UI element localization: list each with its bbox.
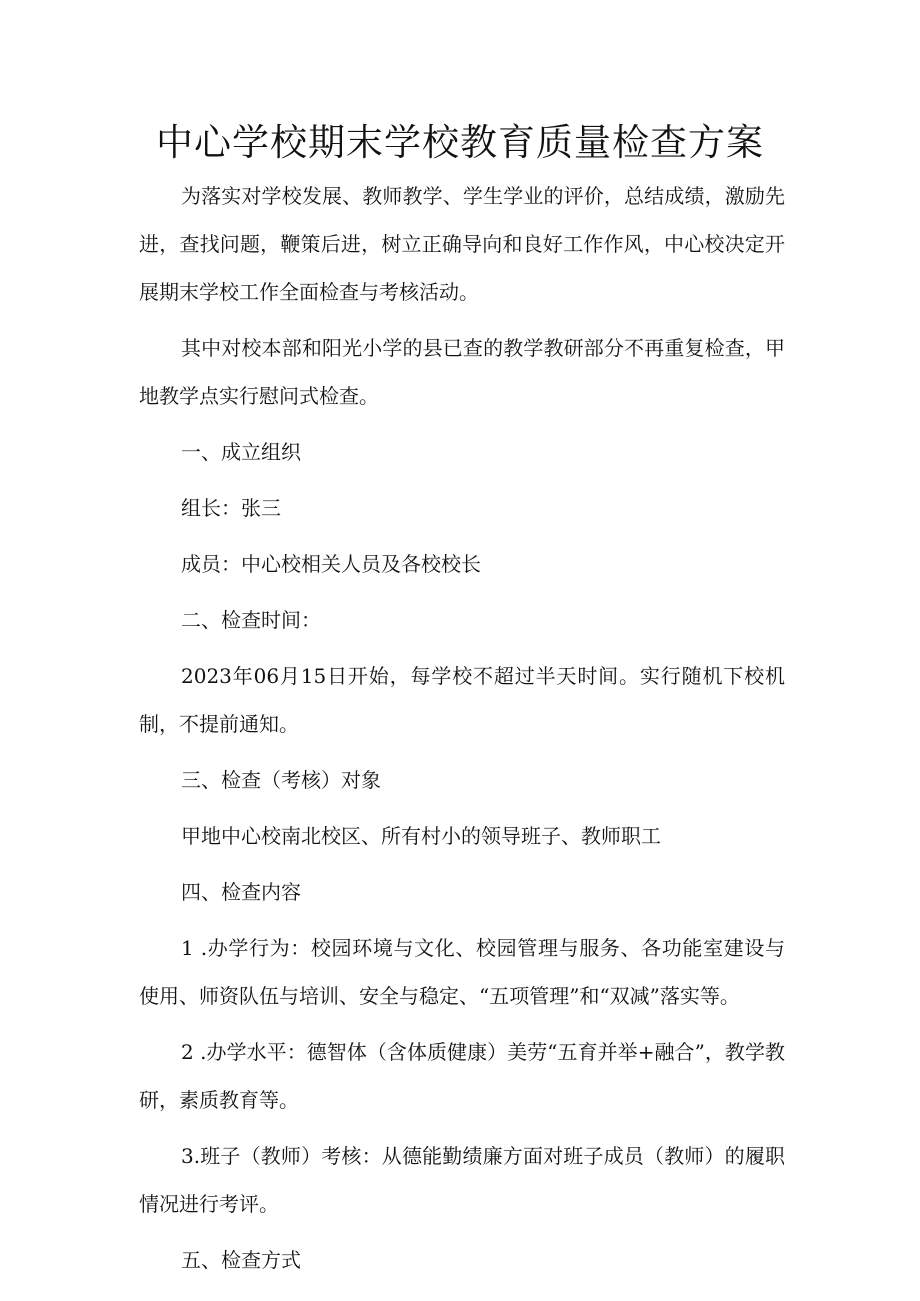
- targets-line: 甲地中心校南北校区、所有村小的领导班子、教师职工: [181, 824, 661, 848]
- section-heading-organization: 一、成立组织: [181, 440, 301, 464]
- document-body: [139, 172, 785, 1292]
- document-title: 中心学校期末学校教育质量检查方案: [156, 121, 764, 164]
- members-line: 成员：中心校相关人员及各校校长: [181, 552, 481, 576]
- content-item-1: 1 .办学行为：校园环境与文化、校园管理与服务、各功能室建设与使用、师资队伍与培训、安全与稳定、“五项管理”和“双减”落实等。: [139, 936, 785, 1008]
- time-paragraph: 2023年06月15日开始，每学校不超过半天时间。实行随机下校机制，不提前通知。: [139, 664, 785, 736]
- intro-paragraph: 为落实对学校发展、教师教学、学生学业的评价，总结成绩，激励先进，查找问题，鞭策后进，树立正确导向和良好工作作风，中心校决定开展期末学校工作全面检查与考核活动。: [139, 184, 785, 304]
- section-heading-content: 四、检查内容: [181, 880, 301, 904]
- content-item-2: 2 .办学水平：德智体（含体质健康）美劳“五育并举+融合”，教学教研，素质教育等。: [139, 1040, 785, 1112]
- section-heading-targets: 三、检查（考核）对象: [181, 768, 381, 792]
- section-heading-method: 五、检查方式: [181, 1248, 301, 1272]
- group-leader-line: 组长：张三: [181, 496, 281, 520]
- content-item-3: 3.班子（教师）考核：从德能勤绩廉方面对班子成员（教师）的履职情况进行考评。: [139, 1144, 785, 1216]
- scope-paragraph: 其中对校本部和阳光小学的县已查的教学教研部分不再重复检查，甲地教学点实行慰问式检查。: [139, 336, 785, 408]
- section-heading-time: 二、检查时间：: [181, 608, 321, 632]
